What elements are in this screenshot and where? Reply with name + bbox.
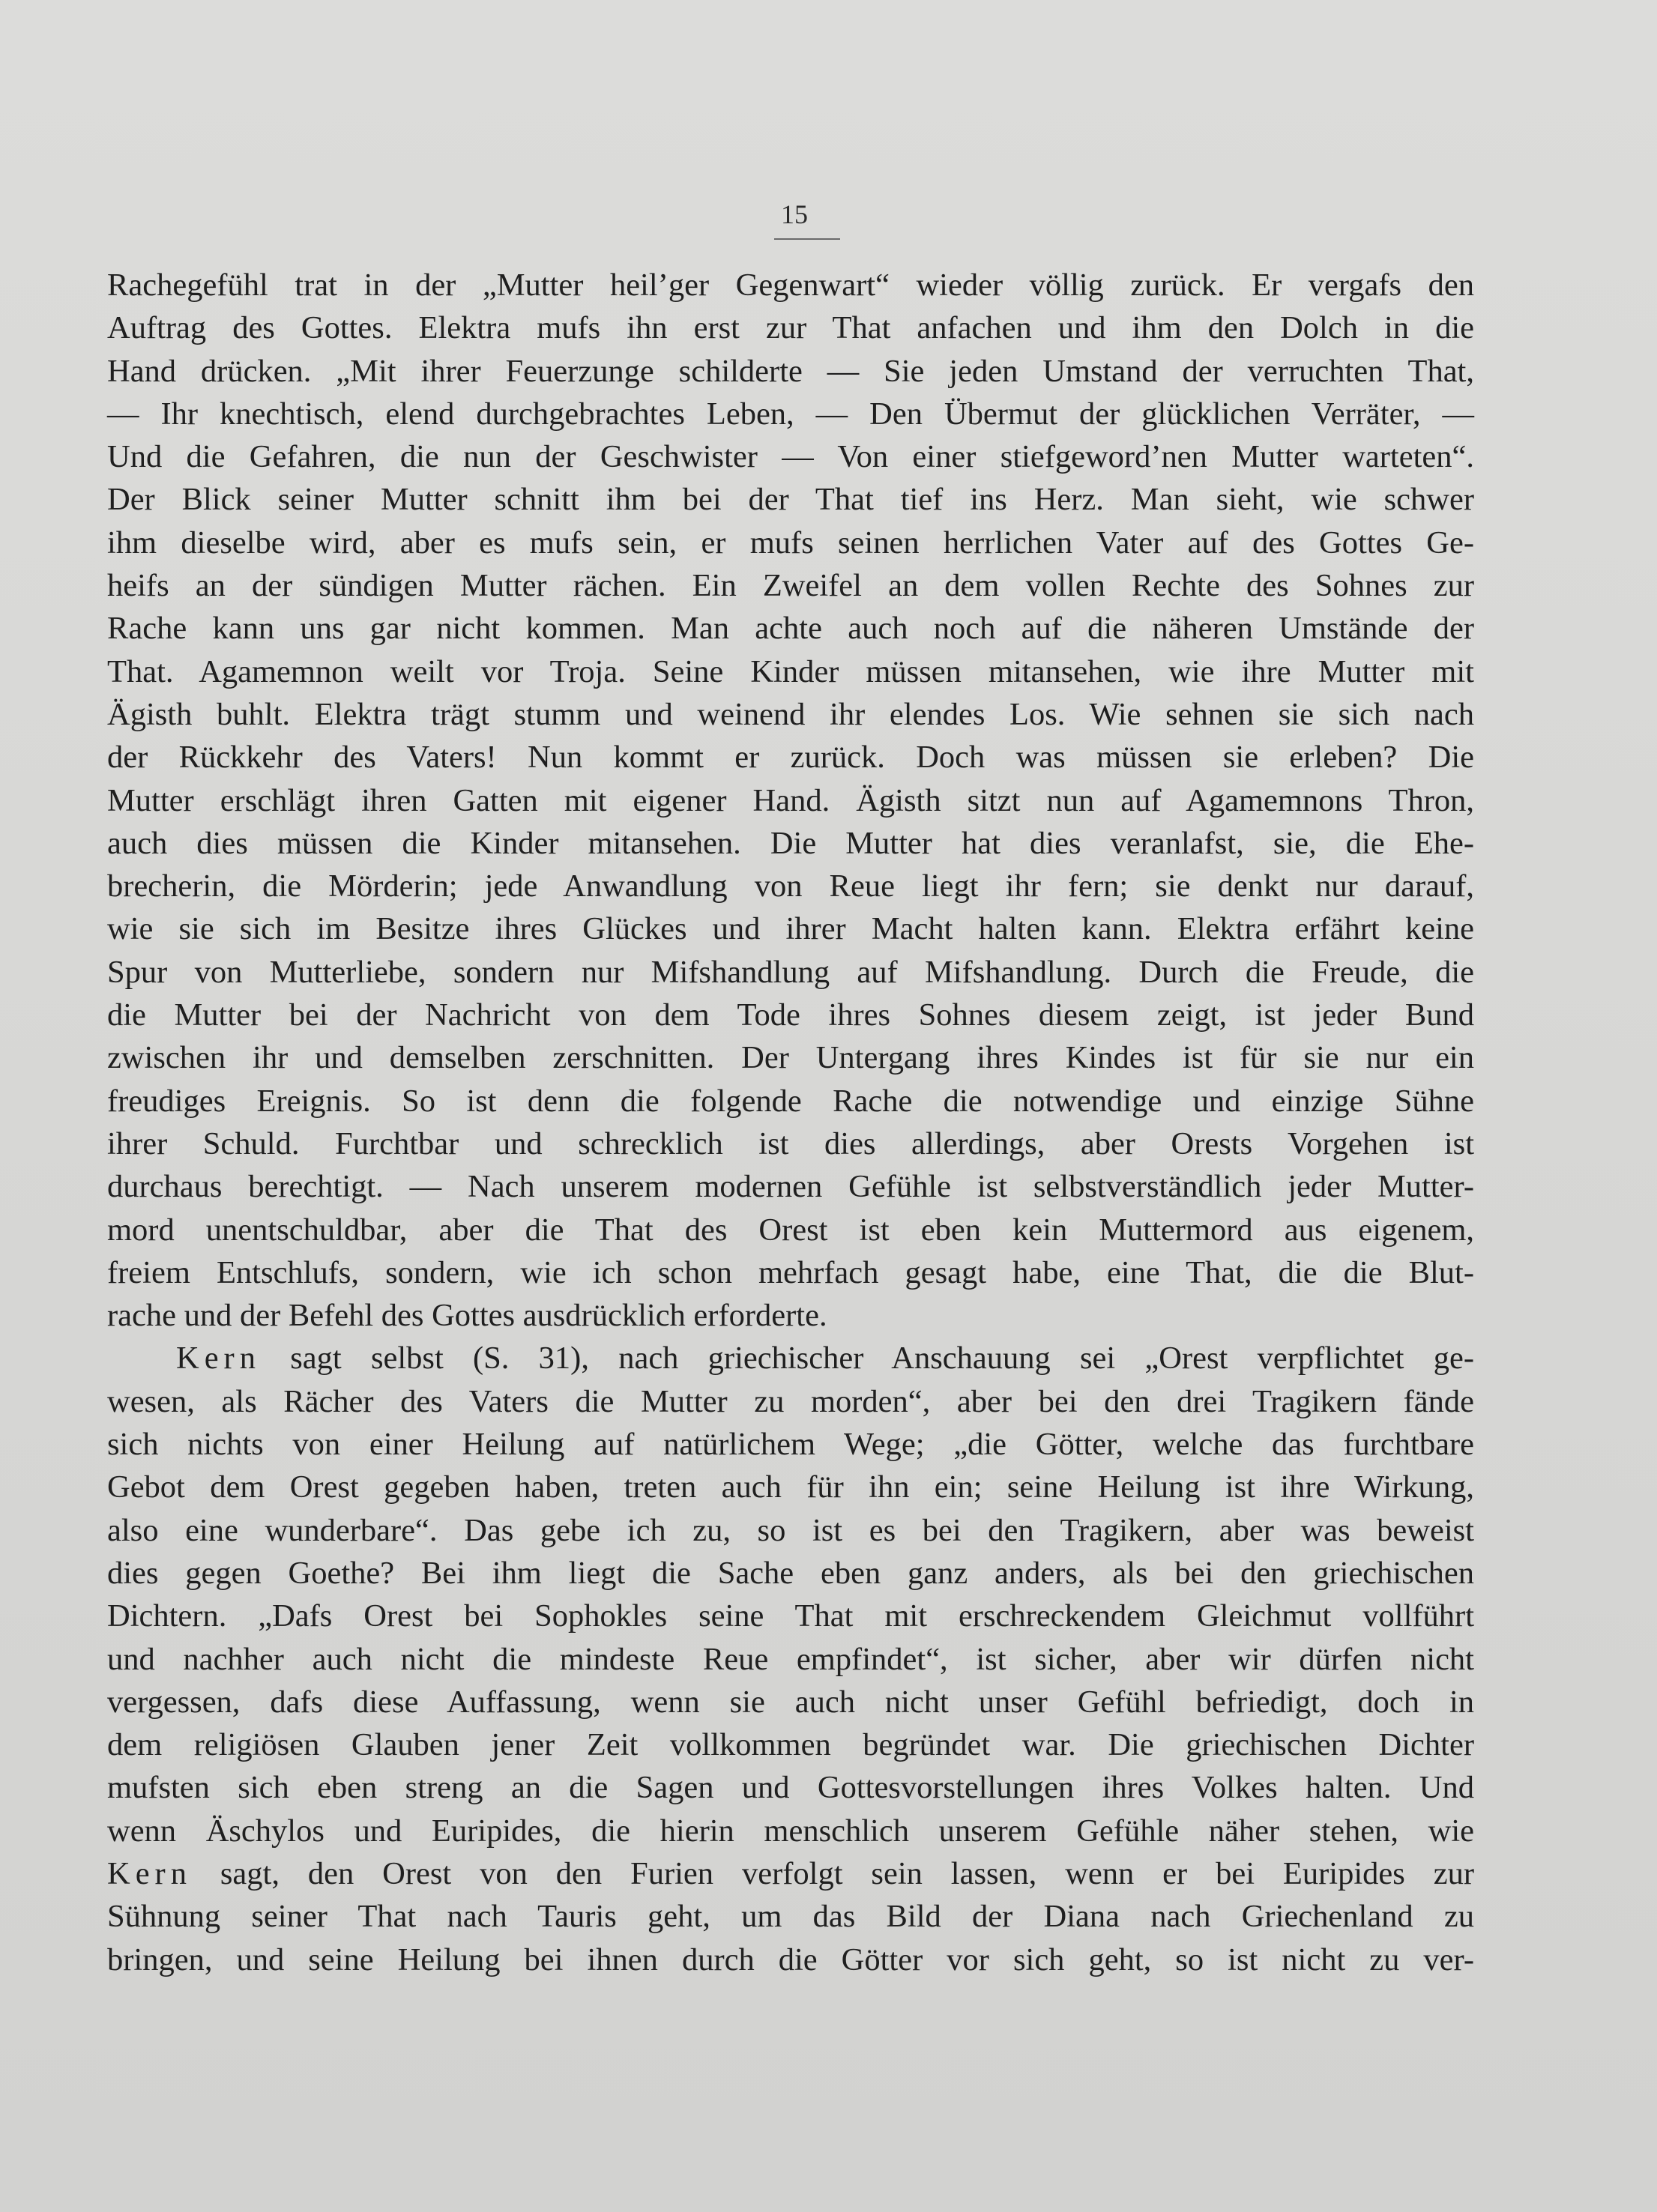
text-line: brecherin, die Mörderin; jede Anwandlung von Reue liegt ihr fern; sie denkt nur darauf, xyxy=(107,868,1474,904)
text-line: vergessen, dafs diese Auffassung, wenn sie auch nicht unser Gefühl befriedigt, doch in xyxy=(107,1684,1474,1720)
text-line: rache und der Befehl des Gottes ausdrücklich erforderte. xyxy=(107,1298,827,1334)
text-line: — Ihr knechtisch, elend durchgebrachtes Leben, — Den Übermut der glücklichen Verräter, — xyxy=(107,396,1474,432)
text-fragment: sagt, den Orest von den Furien verfolgt sein lassen, wenn er bei Euripides zur xyxy=(220,1855,1474,1891)
text-line: Dichtern. „Dafs Orest bei Sophokles seine That mit erschreckendem Gleichmut vollführt xyxy=(107,1598,1474,1634)
text-fragment: sagt selbst (S. 31), nach griechischer Anschauung sei „Orest verpflichtet ge- xyxy=(290,1341,1475,1377)
text-line: wesen, als Rächer des Vaters die Mutter zu morden“, aber bei den drei Tragikern fände xyxy=(107,1383,1474,1419)
text-line: ihrer Schuld. Furchtbar und schrecklich ist dies allerdings, aber Orests Vorgehen ist xyxy=(107,1125,1474,1161)
text-line: also eine wunderbare“. Das gebe ich zu, so ist es bei den Tragikern, aber was beweist xyxy=(107,1512,1474,1548)
text-line: heifs an der sündigen Mutter rächen. Ein Zweifel an dem vollen Rechte des Sohnes zur xyxy=(107,568,1474,604)
text-line: durchaus berechtigt. — Nach unserem modernen Gefühle ist selbstverständlich jeder Mutter- xyxy=(107,1169,1474,1205)
paragraph-first-line xyxy=(107,1337,1474,1380)
text-line: ihm dieselbe wird, aber es mufs sein, er mufs seinen herrlichen Vater auf des Gottes Ge- xyxy=(107,525,1474,560)
text-line: Und die Gefahren, die nun der Geschwister — Von einer stiefgeword’nen Mutter warteten“. xyxy=(107,439,1474,475)
text-line: Der Blick seiner Mutter schnitt ihm bei der That tief ins Herz. Man sieht, wie schwer xyxy=(107,482,1474,518)
text-line: Hand drücken. „Mit ihrer Feuerzunge schilderte — Sie jeden Umstand der verruchten That, xyxy=(107,353,1474,389)
text-line: und nachher auch nicht die mindeste Reue empfindet“, ist sicher, aber wir dürfen nicht xyxy=(107,1641,1474,1677)
text-line: That. Agamemnon weilt vor Troja. Seine Kinder müssen mitansehen, wie ihre Mutter mit xyxy=(107,653,1474,689)
text-line: Rachegefühl trat in der „Mutter heil’ger Gegenwart“ wieder völlig zurück. Er vergafs den xyxy=(107,268,1474,303)
text-line: mord unentschuldbar, aber die That des Orest ist eben kein Muttermord aus eigenem, xyxy=(107,1212,1474,1248)
text-line: der Rückkehr des Vaters! Nun kommt er zurück. Doch was müssen sie erleben? Die xyxy=(107,740,1474,776)
text-line: Gebot dem Orest gegeben haben, treten auch für ihn ein; seine Heilung ist ihre Wirkung, xyxy=(107,1469,1474,1505)
text-line: wie sie sich im Besitze ihres Glückes und ihrer Macht halten kann. Elektra erfährt keine xyxy=(107,911,1474,947)
author-name: Kern xyxy=(176,1341,261,1377)
text-line xyxy=(107,1852,1474,1895)
text-line: Ägisth buhlt. Elektra trägt stumm und weinend ihr elendes Los. Wie sehnen sie sich nach xyxy=(107,696,1474,732)
text-line: dies gegen Goethe? Bei ihm liegt die Sache eben ganz anders, als bei den griechischen xyxy=(107,1555,1474,1591)
text-line: Mutter erschlägt ihren Gatten mit eigener Hand. Ägisth sitzt nun auf Agamemnons Thron, xyxy=(107,782,1474,818)
text-line: Sühnung seiner That nach Tauris geht, um das Bild der Diana nach Griechenland zu xyxy=(107,1899,1474,1935)
page-number: 15 xyxy=(781,199,808,229)
text-line: wenn Äschylos und Euripides, die hierin menschlich unserem Gefühle näher stehen, wie xyxy=(107,1813,1474,1849)
page-number-rule xyxy=(774,238,840,240)
text-line: dem religiösen Glauben jener Zeit vollkommen begründet war. Die griechischen Dichter xyxy=(107,1727,1474,1763)
author-name: Kern xyxy=(107,1855,192,1891)
text-line: Rache kann uns gar nicht kommen. Man achte auch noch auf die näheren Umstände der xyxy=(107,611,1474,647)
text-line: Spur von Mutterliebe, sondern nur Mifshandlung auf Mifshandlung. Durch die Freude, die xyxy=(107,954,1474,990)
text-line: freiem Entschlufs, sondern, wie ich schon mehrfach gesagt habe, eine That, die die Blut- xyxy=(107,1254,1474,1290)
text-line: zwischen ihr und demselben zerschnitten. Der Untergang ihres Kindes ist für sie nur ein xyxy=(107,1040,1474,1076)
text-line: Auftrag des Gottes. Elektra mufs ihn erst zur That anfachen und ihm den Dolch in die xyxy=(107,310,1474,346)
body-text xyxy=(107,264,1474,1981)
text-line: sich nichts von einer Heilung auf natürlichem Wege; „die Götter, welche das furchtbare xyxy=(107,1427,1474,1463)
text-line: freudiges Ereignis. So ist denn die folgende Rache die notwendige und einzige Sühne xyxy=(107,1083,1474,1119)
text-line: mufsten sich eben streng an die Sagen und Gottesvorstellungen ihres Volkes halten. Und xyxy=(107,1770,1474,1806)
text-line: auch dies müssen die Kinder mitansehen. Die Mutter hat dies veranlafst, sie, die Ehe- xyxy=(107,825,1474,861)
text-line: bringen, und seine Heilung bei ihnen durch die Götter vor sich geht, so ist nicht zu ver- xyxy=(107,1941,1474,1977)
text-line: die Mutter bei der Nachricht von dem Tode ihres Sohnes diesem zeigt, ist jeder Bund xyxy=(107,997,1474,1033)
